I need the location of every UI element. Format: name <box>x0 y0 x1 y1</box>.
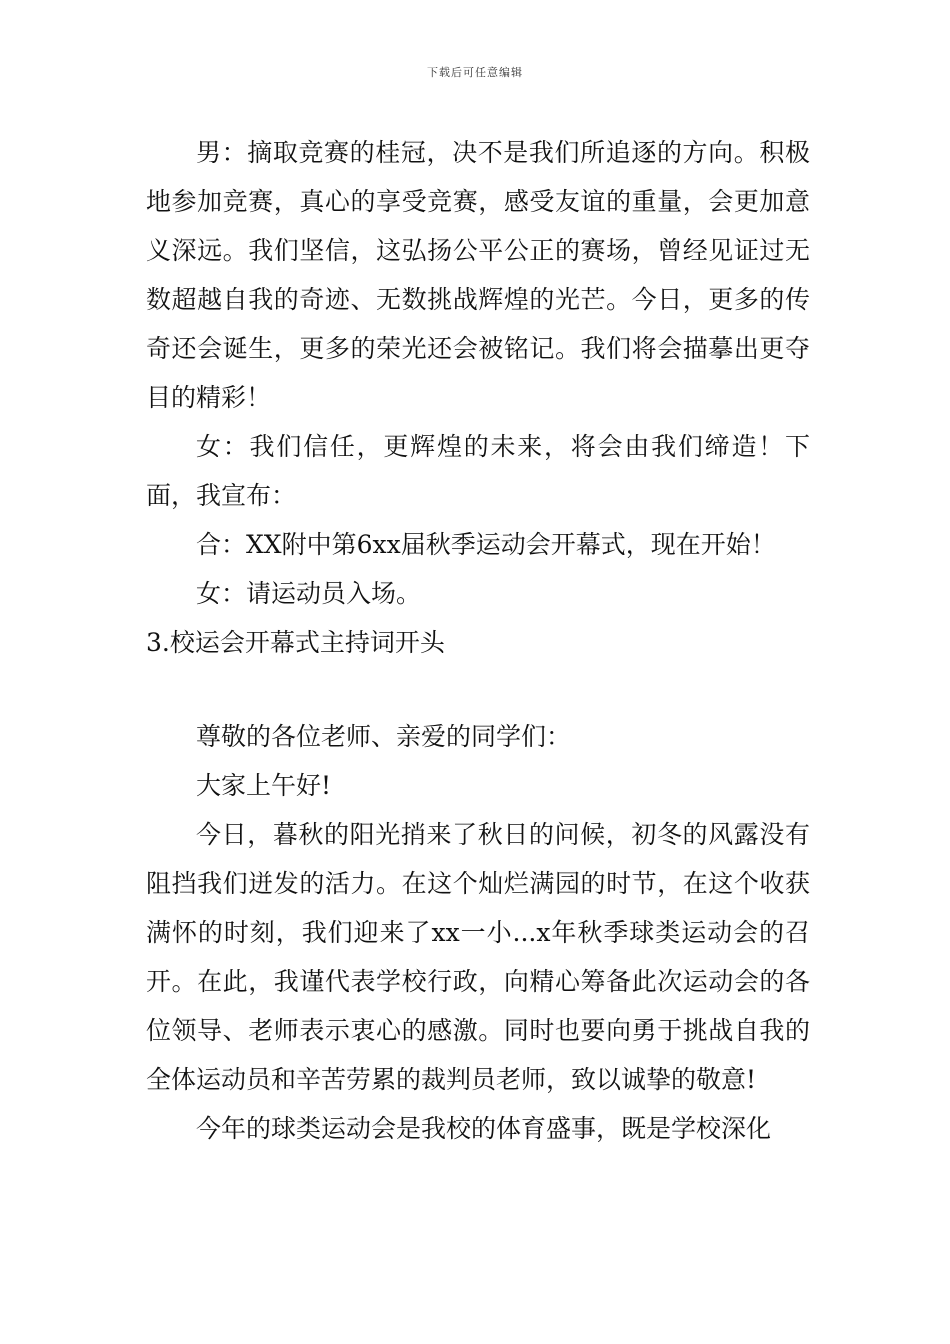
paragraph-opening-speech: 今日，暮秋的阳光捎来了秋日的问候，初冬的风露没有阻挡我们迸发的活力。在这个灿烂满园的时节，在这个收获满怀的时刻，我们迎来了xx一小...x年秋季球类运动会的召开。在此，我谨代表学校行政，向精心筹备此次运动会的各位领导、老师表示衷心的感激。同时也要向勇于挑战自我的全体运动员和辛苦劳累的裁判员老师，致以诚挚的敬意! <box>146 820 810 1094</box>
paragraph-together: 合：XX附中第6xx届秋季运动会开幕式，现在开始！ <box>196 530 776 559</box>
paragraph-athletes-enter: 女：请运动员入场。 <box>196 579 422 608</box>
header-note: 下载后可任意编辑 <box>427 66 523 79</box>
paragraph-male-host: 男：摘取竞赛的桂冠，决不是我们所追逐的方向。积极地参加竞赛，真心的享受竞赛，感受友谊的重量，会更加意义深远。我们坚信，这弘扬公平公正的赛场，曾经见证过无数超越自我的奇迹、无数挑战辉煌的光芒。今日，更多的传奇还会诞生，更多的荣光还会被铭记。我们将会描摹出更夺目的精彩！ <box>146 138 810 412</box>
section-heading: 3.校运会开幕式主持词开头 <box>146 628 445 657</box>
section-gap <box>146 667 810 712</box>
paragraph-greeting: 大家上午好! <box>196 771 332 800</box>
paragraph-female-host: 女：我们信任，更辉煌的未来，将会由我们缔造！下面，我宣布： <box>146 432 810 510</box>
document-body <box>146 128 810 1153</box>
paragraph-salutation: 尊敬的各位老师、亲爱的同学们： <box>196 722 572 751</box>
paragraph-continuation: 今年的球类运动会是我校的体育盛事，既是学校深化 <box>196 1114 772 1143</box>
